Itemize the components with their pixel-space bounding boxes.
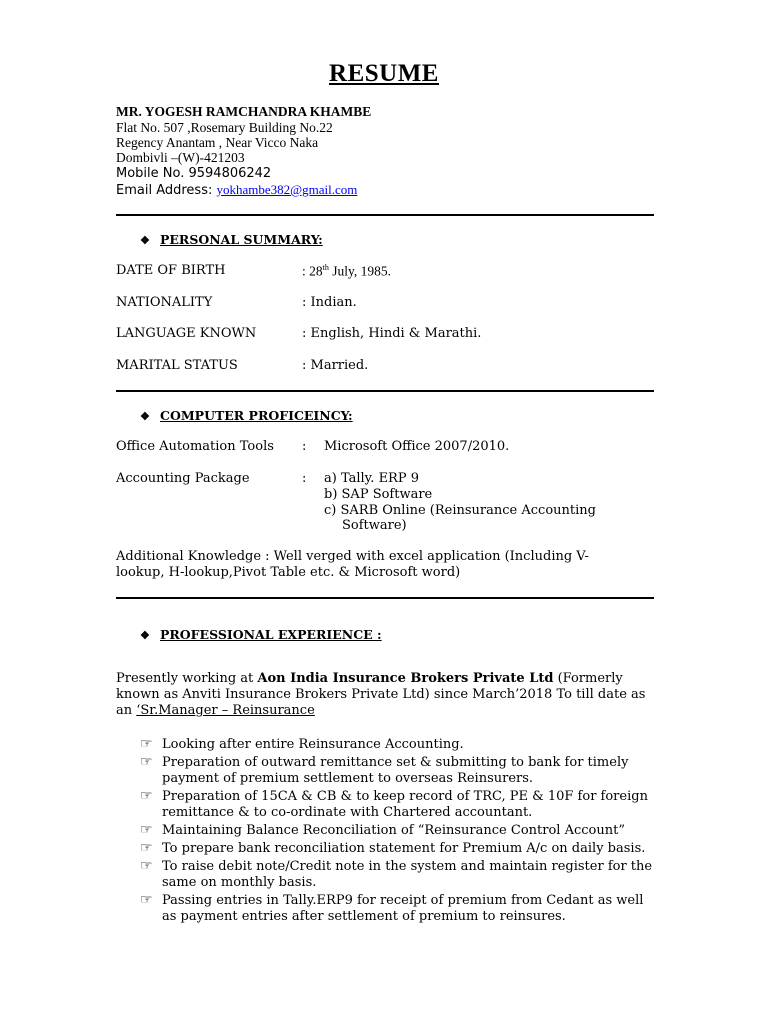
list-item: ☞ To prepare bank reconciliation statement for Premium A/c on daily basis. (140, 840, 646, 856)
marital-value: : Married. (302, 358, 369, 373)
section-divider (116, 597, 654, 599)
experience-intro: Presently working at Aon India Insurance Brokers Private Ltd (Formerly known as Anviti Insurance Brokers Private Ltd) since March’2018 To till date as an ‘Sr.Manager – Reinsurance (116, 671, 646, 718)
resume-title: RESUME (329, 60, 439, 87)
list-item: ☞ Preparation of 15CA & CB & to keep record of TRC, PE & 10F for foreign remittance & to co-ordinate with Chartered accountant. (140, 788, 648, 820)
email-label: Email Address: (116, 183, 217, 198)
personal-summary-heading: ❖ PERSONAL SUMMARY: (140, 232, 323, 247)
pointing-hand-icon: ☞ (140, 858, 153, 874)
pointing-hand-icon: ☞ (140, 822, 153, 838)
job-role: ‘Sr.Manager – Reinsurance (136, 703, 315, 718)
experience-bullets (140, 737, 654, 927)
additional-knowledge: Additional Knowledge : Well verged with excel application (Including V- lookup, H-lookup,Pivot Table etc. & Microsoft word) (116, 549, 589, 580)
mobile-number: Mobile No. 9594806242 (116, 166, 272, 181)
professional-experience-heading: ❖ PROFESSIONAL EXPERIENCE : (140, 627, 382, 642)
section-divider (116, 390, 654, 392)
dob-label: DATE OF BIRTH (116, 263, 226, 278)
list-item: ☞ Maintaining Balance Reconciliation of “Reinsurance Control Account” (140, 822, 625, 838)
pointing-hand-icon: ☞ (140, 892, 153, 908)
address-line-3: Dombivli –(W)-421203 (116, 150, 245, 165)
accounting-package-colon: : (302, 471, 307, 486)
address-line-1: Flat No. 507 ,Rosemary Building No.22 (116, 120, 333, 135)
list-item: ☞ Preparation of outward remittance set & submitting to bank for timely payment of premium settlement to overseas Reinsurers. (140, 754, 629, 786)
diamond-bullet-icon: ❖ (140, 410, 150, 423)
office-tools-colon: : (302, 439, 307, 454)
section-divider (116, 214, 654, 216)
address-line-2: Regency Anantam , Near Vicco Naka (116, 135, 319, 150)
nationality-value: : Indian. (302, 295, 357, 310)
email-line (116, 182, 357, 198)
company-name: Aon India Insurance Brokers Private Ltd (257, 671, 554, 686)
marital-label: MARITAL STATUS (116, 358, 238, 373)
diamond-bullet-icon: ❖ (140, 234, 150, 247)
pointing-hand-icon: ☞ (140, 754, 153, 770)
pointing-hand-icon: ☞ (140, 840, 153, 856)
accounting-package-label: Accounting Package (116, 471, 250, 486)
language-label: LANGUAGE KNOWN (116, 326, 257, 341)
nationality-label: NATIONALITY (116, 295, 213, 310)
pointing-hand-icon: ☞ (140, 736, 153, 752)
office-tools-label: Office Automation Tools (116, 439, 274, 454)
candidate-name: MR. YOGESH RAMCHANDRA KHAMBE (116, 104, 372, 119)
office-tools-value: Microsoft Office 2007/2010. (324, 439, 510, 454)
list-item: ☞ Looking after entire Reinsurance Accounting. (140, 736, 464, 752)
list-item: ☞ To raise debit note/Credit note in the system and maintain register for the same on monthly basis. (140, 858, 653, 890)
email-link[interactable]: yokhambe382@gmail.com (216, 182, 358, 197)
computer-proficiency-heading: ❖ COMPUTER PROFICEINCY: (140, 408, 353, 423)
list-item: ☞ Passing entries in Tally.ERP9 for receipt of premium from Cedant as well as payment entries after settlement of premium to reinsures. (140, 892, 644, 924)
pointing-hand-icon: ☞ (140, 788, 153, 804)
dob-value: : 28th July, 1985. (302, 263, 392, 279)
diamond-bullet-icon: ❖ (140, 629, 150, 642)
language-value: : English, Hindi & Marathi. (302, 326, 482, 341)
